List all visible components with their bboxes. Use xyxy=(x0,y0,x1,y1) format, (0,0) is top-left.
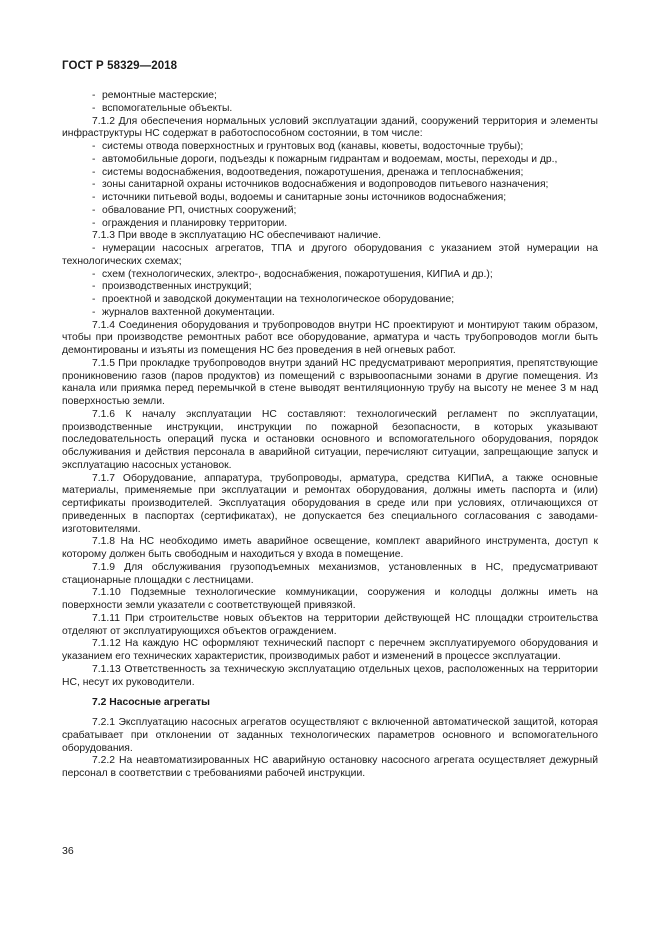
list-dash: - xyxy=(92,306,96,318)
list-item xyxy=(62,179,598,192)
paragraph: 7.1.2 Для обеспечения нормальных условий эксплуатации зданий, сооружений территория и элементы инфраструктуры НС содержат в работоспособном состоянии, в том числе: xyxy=(62,115,598,140)
list-item xyxy=(62,103,598,116)
list-item xyxy=(62,192,598,205)
list-item xyxy=(62,281,598,294)
section-heading: 7.2 Насосные агрегаты xyxy=(92,697,210,709)
list-item xyxy=(62,154,598,167)
list-item xyxy=(62,269,598,282)
list-item-text: ремонтные мастерские; xyxy=(102,90,217,101)
paragraph: 7.1.6 К началу эксплуатации НС составляют: технологический регламент по эксплуатации, производственные инструкции, инструкции по пожарной безопасности, в которых указывают последовательность операций пуска и остановки основного и вспомогательного оборудования, порядок обслуживания и действия персонала в аварийной ситуации, перечисляют ситуации, запрещающие запуск и эксплуатацию насосных установок. xyxy=(62,408,598,471)
list-item xyxy=(62,167,598,180)
list-item xyxy=(62,307,598,320)
paragraph: 7.1.9 Для обслуживания грузоподъемных механизмов, установленных в НС, предусматривают стационарные площадки с лестницами. xyxy=(62,561,598,586)
list-dash: - xyxy=(92,141,96,152)
list-item-text: зоны санитарной охраны источников водоснабжения и водопроводов питьевого назначения; xyxy=(102,179,549,191)
list-item-text: вспомогательные объекты. xyxy=(102,102,233,114)
list-dash: - xyxy=(92,268,96,280)
standard-header: ГОСТ Р 58329—2018 xyxy=(62,60,178,72)
page-number: 36 xyxy=(62,845,74,857)
list-item-text: системы отвода поверхностных и грунтовых вод (канавы, кюветы, водосточные трубы); xyxy=(102,141,524,152)
list-dash: - xyxy=(92,90,96,101)
list-dash: - xyxy=(92,281,96,293)
list-dash: - xyxy=(92,179,96,191)
list-item xyxy=(62,90,598,103)
list-item-text: проектной и заводской документации на технологическое оборудование; xyxy=(102,294,455,305)
list-item-text: обвалование РП, очистных сооружений; xyxy=(102,204,297,216)
paragraph: 7.1.7 Оборудование, аппаратура, трубопроводы, арматура, средства КИПиА, а также основные материалы, применяемые при эксплуатации и ремонтах оборудования, должны иметь паспорта и (или) сертификаты производителей. Эксплуатация оборудования в среде или при условиях, отличающихся от приведенных в паспортах (сертификатах), не допускается без специального согласования с заводами-изготовителями. xyxy=(62,472,598,535)
list-item-wrapped: - нумерации насосных агрегатов, ТПА и другого оборудования с указанием этой нумерации на технологических схемах; xyxy=(62,243,598,267)
list-dash: - xyxy=(92,166,96,178)
paragraph: 7.1.10 Подземные технологические коммуникации, сооружения и колодцы должны иметь на поверхности земли указатели с соответствующей привязкой. xyxy=(62,587,598,611)
paragraph: 7.1.11 При строительстве новых объектов на территории действующей НС площадки строительства отделяют от эксплуатирующихся объектов ограждением. xyxy=(62,612,598,637)
list-dash: - xyxy=(92,217,96,229)
paragraph: 7.1.5 При прокладке трубопроводов внутри зданий НС предусматривают мероприятия, препятствующие проникновению газов (паров продуктов) из помещений с взрывоопасными зонами в другие помещения. Из канала или приямка перед перемычкой в стене выводят вентиляционную трубу на высоту не менее 3 м над поверхностью земли. xyxy=(62,357,598,407)
paragraph: 7.1.8 На НС необходимо иметь аварийное освещение, комплект аварийного инструмента, доступ к которому должен быть свободным и находиться у входа в помещение. xyxy=(62,536,598,560)
list-item-text: производственных инструкций; xyxy=(102,281,252,293)
list-item-text: ограждения и планировку территории. xyxy=(102,217,288,229)
paragraph: 7.2.1 Эксплуатацию насосных агрегатов осуществляют с включенной автоматической защитой, которая срабатывает при отклонении от заданных технологических параметров основного и вспомогательного оборудования. xyxy=(62,717,598,754)
list-dash: - xyxy=(92,102,96,114)
list-item-text: источники питьевой воды, водоемы и санитарные зоны источников водоснабжения; xyxy=(102,192,507,203)
list-item-text: системы водоснабжения, водоотведения, пожаротушения, дренажа и теплоснабжения; xyxy=(102,166,524,178)
list-item-text: журналов вахтенной документации. xyxy=(102,306,275,318)
list-item xyxy=(62,294,598,307)
list-dash: - xyxy=(92,294,96,305)
paragraph: 7.2.2 На неавтоматизированных НС аварийную остановку насосного агрегата осуществляет дежурный персонал в соответствии с требованиями рабочей инструкции. xyxy=(62,755,598,779)
paragraph: 7.1.3 При вводе в эксплуатацию НС обеспечивают наличие. xyxy=(92,230,381,242)
paragraph: 7.1.13 Ответственность за техническую эксплуатацию отдельных цехов, расположенных на территории НС, несут их руководители. xyxy=(62,663,598,688)
list-item-text: автомобильные дороги, подъезды к пожарным гидрантам и водоемам, мосты, переходы и др., xyxy=(102,153,558,165)
paragraph: 7.1.12 На каждую НС оформляют технический паспорт с перечнем эксплуатируемого оборудования и указанием его технических характеристик, производимых работ и изменений в процессе эксплуатации. xyxy=(62,638,598,662)
list-item-text: схем (технологических, электро-, водоснабжения, пожаротушения, КИПиА и др.); xyxy=(102,268,493,280)
list-item xyxy=(62,218,598,231)
list-dash: - xyxy=(92,192,96,203)
list-dash: - xyxy=(92,153,96,165)
list-item xyxy=(62,141,598,154)
list-dash: - xyxy=(92,204,96,216)
paragraph: 7.1.4 Соединения оборудования и трубопроводов внутри НС проектируют и монтируют таким образом, чтобы при производстве ремонтных работ все оборудование, арматура и часть трубопроводов могли быть демонтированы и изъяты из помещения НС без проведения в ней огневых работ. xyxy=(62,319,598,356)
list-item xyxy=(62,205,598,218)
body-text xyxy=(62,90,598,781)
